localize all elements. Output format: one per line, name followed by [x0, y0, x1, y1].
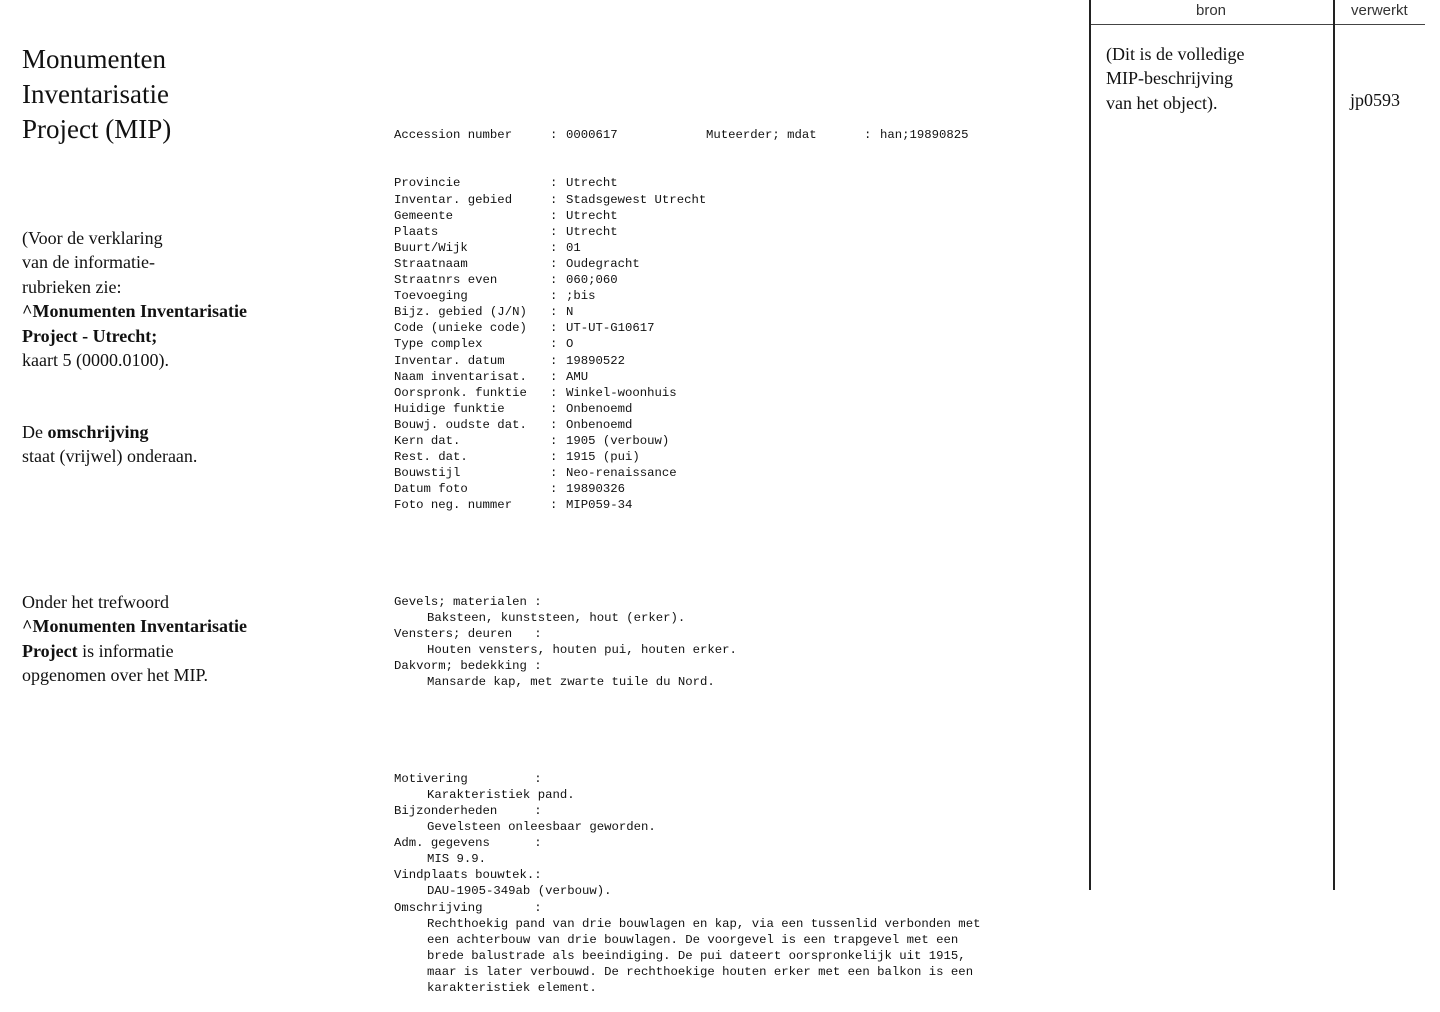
mip-record — [394, 95, 980, 1012]
field-value: Onbenoemd — [566, 417, 633, 432]
record-row: Kern dat. : 1905 (verbouw) — [394, 433, 670, 448]
record-row: Datum foto : 19890326 — [394, 482, 626, 497]
record-row: Huidige funktie : Onbenoemd — [394, 401, 633, 416]
note-text: is informatie — [77, 640, 174, 661]
field-value: ;bis — [566, 289, 596, 304]
column-divider — [1333, 0, 1335, 890]
section-text: maar is later verbouwd. De rechthoekige houten erker met een balkon is een — [427, 964, 974, 979]
bron-line: MIP-beschrijving — [1106, 68, 1233, 89]
section-label: Bijzonderheden : — [394, 803, 542, 818]
bron-line: (Dit is de volledige — [1106, 44, 1245, 64]
field-label: Provincie — [394, 176, 461, 191]
section-text: Rechthoekig pand van drie bouwlagen en kap, via een tussenlid verbonden met — [427, 916, 981, 931]
section-text: karakteristiek element. — [427, 980, 597, 995]
note-line: (Voor de verklaring — [22, 228, 163, 248]
note-text: De — [22, 422, 48, 442]
record-row: Bouwj. oudste dat. : Onbenoemd — [394, 417, 633, 432]
header-rule — [1091, 24, 1333, 25]
field-label: Bouwj. oudste dat. — [394, 417, 527, 432]
bron-column-header: bron — [1196, 2, 1227, 19]
column-divider — [1089, 0, 1091, 890]
record-row: Inventar. gebied : Stadsgewest Utrecht — [394, 192, 707, 207]
record-row: Accession number : 0000617 Muteerder; mdat : han;19890825 — [394, 128, 969, 143]
record-row: Rest. dat. : 1915 (pui) — [394, 450, 640, 465]
record-row: Toevoeging : ;bis — [394, 289, 596, 304]
title-line: Project (MIP) — [22, 114, 172, 144]
field-value: 1905 (verbouw) — [566, 433, 670, 448]
field-label: Bouwstijl — [394, 466, 461, 481]
field-label: Muteerder; mdat — [706, 128, 817, 143]
reference-link[interactable]: Project — [22, 640, 78, 661]
field-label: Gemeente — [394, 208, 454, 223]
section-label: Adm. gegevens : — [394, 836, 542, 851]
section-label: Vensters; deuren : — [394, 627, 542, 641]
record-row: Straatnrs even : 060;060 — [394, 273, 618, 288]
note-line: opgenomen over het MIP. — [22, 665, 208, 686]
field-label: Huidige funktie — [394, 401, 505, 416]
field-label: Inventar. gebied — [394, 192, 513, 207]
header-rule — [1335, 24, 1425, 25]
field-label: Naam inventarisat. — [394, 369, 527, 384]
field-value: UT-UT-G10617 — [566, 321, 655, 336]
record-row: Naam inventarisat. : AMU — [394, 369, 589, 384]
field-value: Stadsgewest Utrecht — [566, 192, 707, 207]
field-value: Utrecht — [566, 224, 618, 239]
field-value: MIP059-34 — [566, 498, 633, 513]
record-row: Gemeente : Utrecht — [394, 208, 618, 223]
field-value: Utrecht — [566, 176, 618, 191]
field-value: 19890522 — [566, 353, 626, 368]
field-label: Buurt/Wijk — [394, 240, 468, 255]
explanation-note — [22, 226, 247, 372]
field-label: Straatnrs even — [394, 273, 498, 288]
note-line: staat (vrijwel) onderaan. — [22, 446, 198, 467]
record-row: Bijz. gebied (J/N) : N — [394, 305, 574, 320]
bron-line: van het object). — [1106, 92, 1218, 113]
section-label: Vindplaats bouwtek.: — [394, 868, 542, 883]
reference-link[interactable]: Project - Utrecht; — [22, 325, 158, 346]
field-label: Foto neg. nummer — [394, 498, 513, 513]
note-line: rubrieken zie: — [22, 276, 122, 297]
field-value: han;19890825 — [880, 128, 969, 143]
note-line: Onder het trefwoord — [22, 592, 169, 612]
field-label: Datum foto — [394, 482, 468, 497]
title-line: Monumenten — [22, 44, 166, 74]
section-text: Karakteristiek pand. — [427, 787, 575, 802]
section-text: brede balustrade als beeindiging. De pui dateert oorspronkelijk uit 1915, — [427, 948, 966, 963]
field-label: Straatnaam — [394, 256, 468, 271]
title-line: Inventarisatie — [22, 79, 169, 109]
keyword-note — [22, 590, 247, 688]
field-label: Code (unieke code) — [394, 321, 527, 336]
note-keyword: omschrijving — [47, 422, 149, 442]
page-title — [22, 42, 171, 147]
record-row: Type complex : O — [394, 337, 574, 352]
reference-link[interactable]: ^Monumenten Inventarisatie — [22, 616, 247, 637]
record-row: Buurt/Wijk : 01 — [394, 240, 581, 255]
field-value: AMU — [566, 369, 589, 384]
field-value: Utrecht — [566, 208, 618, 223]
section-label: Dakvorm; bedekking : — [394, 659, 542, 674]
section-text: DAU-1905-349ab (verbouw). — [427, 884, 612, 899]
field-value: 1915 (pui) — [566, 450, 640, 465]
field-label: Kern dat. — [394, 433, 461, 448]
section-text: Mansarde kap, met zwarte tuile du Nord. — [427, 675, 715, 690]
record-fields — [394, 175, 980, 513]
field-value: 19890326 — [566, 482, 626, 497]
record-row: Straatnaam : Oudegracht — [394, 256, 640, 271]
field-label: Plaats — [394, 224, 439, 239]
description-note — [22, 420, 197, 469]
field-value: N — [566, 305, 574, 320]
field-label: Bijz. gebied (J/N) — [394, 305, 527, 320]
bron-note — [1106, 42, 1244, 115]
reference-link[interactable]: ^Monumenten Inventarisatie — [22, 301, 247, 322]
record-blocks — [394, 771, 980, 996]
section-label: Omschrijving : — [394, 900, 542, 915]
note-line: kaart 5 (0000.0100). — [22, 350, 169, 371]
field-value: Oudegracht — [566, 256, 640, 271]
field-value: 060;060 — [566, 273, 618, 288]
note-line: van de informatie- — [22, 252, 155, 273]
section-text: Baksteen, kunststeen, hout (erker). — [427, 610, 686, 625]
field-value: Winkel-woonhuis — [566, 385, 677, 400]
verwerkt-code: jp0593 — [1350, 90, 1401, 110]
field-value: 0000617 — [566, 128, 618, 143]
verwerkt-column-header: verwerkt — [1351, 2, 1408, 19]
section-label: Gevels; materialen : — [394, 594, 542, 609]
section-text: een achterbouw van drie bouwlagen. De voorgevel is een trapgevel met een — [427, 932, 959, 947]
field-label: Rest. dat. — [394, 450, 468, 465]
field-label: Type complex — [394, 337, 483, 352]
record-row: Oorspronk. funktie : Winkel-woonhuis — [394, 385, 677, 400]
record-row: Inventar. datum : 19890522 — [394, 353, 626, 368]
field-label: Inventar. datum — [394, 353, 505, 368]
field-value: 01 — [566, 240, 581, 255]
field-label: Oorspronk. funktie — [394, 385, 527, 400]
field-value: O — [566, 337, 574, 352]
record-row: Bouwstijl : Neo-renaissance — [394, 466, 677, 481]
record-blocks — [394, 594, 980, 691]
field-label: Accession number — [394, 128, 513, 143]
section-text: MIS 9.9. — [427, 852, 487, 867]
field-value: Neo-renaissance — [566, 466, 677, 481]
record-row: Plaats : Utrecht — [394, 224, 618, 239]
section-label: Motivering : — [394, 771, 542, 786]
record-row: Code (unieke code) : UT-UT-G10617 — [394, 321, 655, 336]
field-label: Toevoeging — [394, 289, 468, 304]
record-row: Provincie : Utrecht — [394, 176, 618, 191]
field-value: Onbenoemd — [566, 401, 633, 416]
section-text: Houten vensters, houten pui, houten erker. — [427, 643, 737, 658]
section-text: Gevelsteen onleesbaar geworden. — [427, 820, 656, 835]
record-row: Foto neg. nummer : MIP059-34 — [394, 498, 633, 513]
